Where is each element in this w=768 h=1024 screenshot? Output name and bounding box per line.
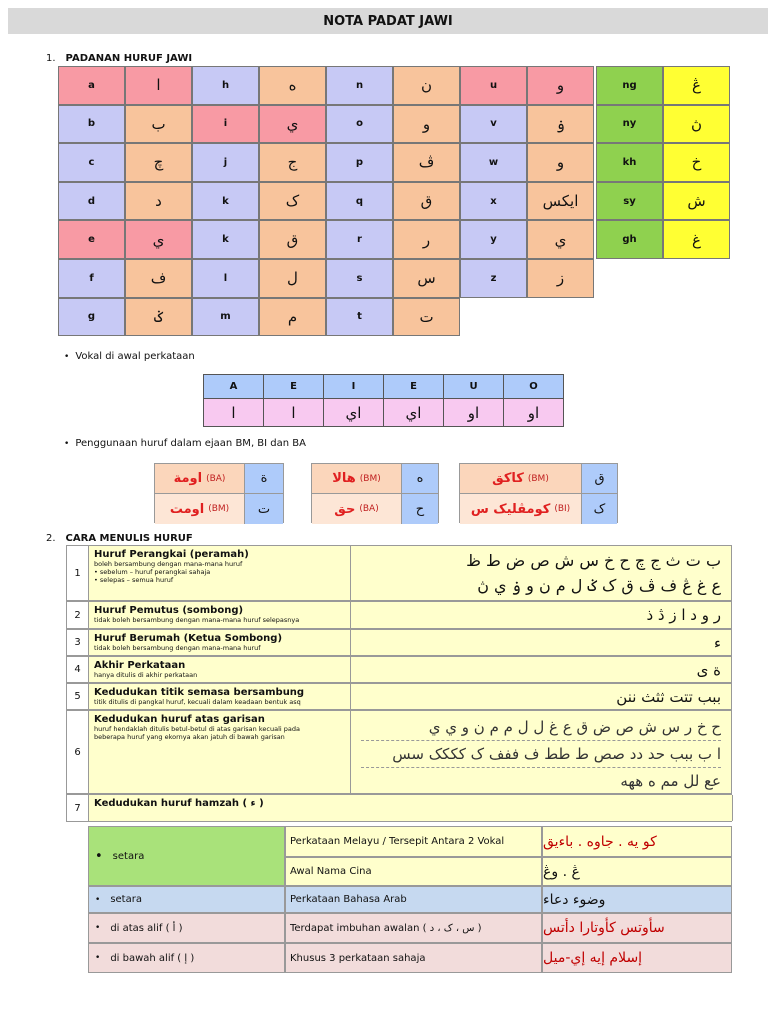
usage-letter-cell: ک <box>582 494 617 524</box>
grid-jawi-cell: ا <box>125 66 192 105</box>
grid-latin-cell: r <box>326 220 393 259</box>
usage-word-cell <box>460 464 582 494</box>
grid-latin-cell: c <box>58 143 125 182</box>
vowel-jawi-cell: او <box>504 399 564 427</box>
grid-latin-cell: o <box>326 105 393 144</box>
vowel-latin-cell: U <box>444 375 504 399</box>
grid-jawi-cell: ز <box>527 259 594 298</box>
grid-latin-cell: y <box>460 220 527 259</box>
hamza-position: setara <box>110 894 142 905</box>
grid-latin-cell: q <box>326 182 393 221</box>
grid-jawi-cell: ي <box>259 105 326 144</box>
usage-box <box>459 463 618 523</box>
grid-latin-cell: ny <box>596 105 663 144</box>
vowel-jawi-cell: ا <box>204 399 264 427</box>
grid-jawi-cell: ب <box>125 105 192 144</box>
row-title: Huruf Pemutus (sombong) <box>94 605 244 616</box>
row-subtitle: titik ditulis di pangkal huruf, kecuali dalam keadaan bentuk asq <box>94 698 301 706</box>
page-title: NOTA PADAT JAWI <box>8 8 768 34</box>
bullet-dot: • <box>95 923 101 933</box>
grid-jawi-cell: د <box>125 182 192 221</box>
bullet-dot: • <box>95 894 101 905</box>
usage-box <box>311 463 439 523</box>
row-letters <box>351 546 731 600</box>
hamza-example-cell: ڠ . وڠ <box>542 857 732 886</box>
grid-jawi-cell: ۏ <box>527 105 594 144</box>
grid-jawi-cell: ايکس <box>527 182 594 221</box>
writing-row <box>66 794 732 822</box>
writing-row <box>66 656 732 683</box>
grid-latin-cell: v <box>460 105 527 144</box>
row-title: Kedudukan huruf hamzah ( ء ) <box>94 798 264 809</box>
vowel-latin-cell: E <box>384 375 444 399</box>
vowel-latin-cell: O <box>504 375 564 399</box>
grid-latin-cell: g <box>58 298 125 337</box>
row-letters <box>351 711 731 793</box>
grid-jawi-cell: ک <box>259 182 326 221</box>
row-number: 2 <box>67 602 89 628</box>
section1-heading <box>46 53 192 64</box>
usage-word-cell <box>312 494 402 524</box>
usage-lang-tag: (BM) <box>208 504 230 514</box>
grid-jawi-cell: خ <box>663 143 730 182</box>
grid-jawi-cell: ت <box>393 298 460 337</box>
letters-line: ب ت ث ج چ ح خ س ش ص ض ط ظ <box>466 551 721 570</box>
grid-jawi-cell: و <box>527 143 594 182</box>
vowel-latin-cell: E <box>264 375 324 399</box>
grid-jawi-cell: ق <box>259 220 326 259</box>
grid-latin-cell: n <box>326 66 393 105</box>
grid-jawi-cell: ف <box>125 259 192 298</box>
row-title: Kedudukan titik semasa bersambung <box>94 687 305 698</box>
vowel-table <box>203 374 564 427</box>
grid-latin-cell: a <box>58 66 125 105</box>
hamza-example-cell: إسلام إيه إي-ميل <box>542 943 732 973</box>
section2-heading <box>46 533 193 544</box>
writing-row <box>66 683 732 710</box>
vowel-note: • Vokal di awal perkataan <box>64 351 195 362</box>
grid-jawi-cell: ڽ <box>663 105 730 144</box>
row-subtitle: beberapa huruf yang ekornya akan jatuh di bawah garisan <box>94 733 285 741</box>
letters-line: عع لل مم ه ههه <box>361 768 721 793</box>
grid-jawi-cell: ق <box>393 182 460 221</box>
grid-latin-cell: w <box>460 143 527 182</box>
grid-latin-cell: sy <box>596 182 663 221</box>
hamza-position-cell <box>88 886 285 913</box>
writing-row <box>66 601 732 629</box>
row-subtitle: tidak boleh bersambung dengan mana-mana huruf <box>94 644 261 652</box>
row-letters <box>351 602 731 628</box>
row-title: Huruf Berumah (Ketua Sombong) <box>94 633 283 644</box>
row-letters <box>351 657 731 682</box>
usage-word: اومة <box>173 471 203 486</box>
writing-row <box>66 545 732 601</box>
row-title: Huruf Perangkai (peramah) <box>94 549 249 560</box>
usage-lang-tag: (BA) <box>359 504 379 514</box>
grid-latin-cell: b <box>58 105 125 144</box>
grid-jawi-cell: ن <box>393 66 460 105</box>
row-number: 4 <box>67 657 89 682</box>
usage-lang-tag: (BM) <box>359 473 381 484</box>
usage-word-cell <box>312 464 402 494</box>
hamza-position: di bawah alif ( إ ) <box>110 952 195 964</box>
usage-word-cell <box>155 494 245 524</box>
row-subtitle: • sebelum – huruf perangkai sahaja <box>94 568 211 576</box>
grid-latin-cell: k <box>192 182 259 221</box>
grid-latin-cell: kh <box>596 143 663 182</box>
grid-latin-cell: k <box>192 220 259 259</box>
grid-latin-cell: x <box>460 182 527 221</box>
section-number: 2. <box>46 533 56 544</box>
hamza-desc-cell: Khusus 3 perkataan sahaja <box>285 943 542 973</box>
row-letters <box>351 630 731 655</box>
hamza-desc-cell: Perkataan Melayu / Tersepit Antara 2 Vokal <box>285 826 542 857</box>
row-description <box>89 546 351 600</box>
row-description <box>89 602 351 628</box>
usage-note: • Penggunaan huruf dalam ejaan BM, BI dan BA <box>64 438 306 449</box>
usage-word: حق <box>334 501 356 517</box>
grid-latin-cell: m <box>192 298 259 337</box>
letters-line: ة ى <box>696 660 721 679</box>
usage-word-cell <box>155 464 245 494</box>
usage-letter-cell: ه <box>402 464 438 494</box>
row-subtitle: huruf hendaklah ditulis betul-betul di atas garisan kecuali pada <box>94 725 300 733</box>
letters-line: ببب تتت ثثث ننن <box>616 687 721 706</box>
vowel-latin-cell: A <box>204 375 264 399</box>
grid-jawi-cell: ل <box>259 259 326 298</box>
row-title: Akhir Perkataan <box>94 660 186 671</box>
grid-latin-cell: p <box>326 143 393 182</box>
grid-latin-cell: d <box>58 182 125 221</box>
grid-jawi-cell: ي <box>527 220 594 259</box>
hamza-position: setara <box>112 850 145 862</box>
letters-line: ر و د ا ز ڎ ذ <box>646 606 721 624</box>
grid-latin-cell: t <box>326 298 393 337</box>
row-number: 1 <box>67 546 89 600</box>
grid-latin-cell: j <box>192 143 259 182</box>
grid-jawi-cell: و <box>393 105 460 144</box>
row-subtitle: tidak boleh bersambung dengan mana-mana huruf selepasnya <box>94 616 300 624</box>
grid-latin-cell: e <box>58 220 125 259</box>
grid-latin-cell: i <box>192 105 259 144</box>
writing-row <box>66 629 732 656</box>
grid-jawi-cell: ر <box>393 220 460 259</box>
section-title: PADANAN HURUF JAWI <box>65 53 193 64</box>
section-number: 1. <box>46 53 56 64</box>
vowel-jawi-cell: اي <box>324 399 384 427</box>
grid-jawi-cell: چ <box>125 143 192 182</box>
row-subtitle: boleh bersambung dengan mana-mana huruf <box>94 560 243 568</box>
usage-letter-cell: ح <box>402 494 438 524</box>
hamza-position-cell <box>88 826 285 886</box>
grid-latin-cell: l <box>192 259 259 298</box>
grid-jawi-cell: ج <box>259 143 326 182</box>
grid-jawi-cell: ڤ <box>393 143 460 182</box>
row-number: 7 <box>67 795 89 821</box>
row-description <box>89 630 351 655</box>
hamza-position-cell <box>88 943 285 973</box>
hamza-example-cell: کو يه . جاوه . باءيق <box>542 826 732 857</box>
letters-line: ع غ ڠ ف ڤ ق ک ݢ ل م ن و ۏ ي ڽ <box>477 576 721 595</box>
usage-letter-cell: ق <box>582 464 617 494</box>
grid-latin-cell: ng <box>596 66 663 105</box>
letters-line: ء <box>713 633 721 652</box>
usage-letter-cell: ت <box>245 494 283 524</box>
row-subtitle: • selepas – semua huruf <box>94 576 174 584</box>
grid-jawi-cell: غ <box>663 220 730 259</box>
usage-lang-tag: (BA) <box>206 473 226 484</box>
usage-word: کاکق <box>492 471 524 486</box>
grid-jawi-cell: ش <box>663 182 730 221</box>
hamza-position-cell <box>88 913 285 943</box>
row-letters <box>351 684 731 709</box>
usage-word-cell <box>460 494 582 524</box>
grid-latin-cell: h <box>192 66 259 105</box>
hamza-desc-cell: Perkataan Bahasa Arab <box>285 886 542 913</box>
usage-letter-cell: ة <box>245 464 283 494</box>
writing-row <box>66 710 732 794</box>
grid-latin-cell: gh <box>596 220 663 259</box>
bullet-dot: • <box>95 848 103 864</box>
grid-jawi-cell: ݢ <box>125 298 192 337</box>
grid-jawi-cell: س <box>393 259 460 298</box>
grid-latin-cell: z <box>460 259 527 298</box>
letters-line: ح خ ر س ش ص ض ق ع غ ل ل م م ن و ي ي <box>361 714 721 741</box>
vowel-jawi-cell: او <box>444 399 504 427</box>
usage-word: هالا <box>332 471 356 486</box>
section-title: CARA MENULIS HURUF <box>65 533 193 544</box>
bullet-dot: • <box>95 953 101 963</box>
row-number: 3 <box>67 630 89 655</box>
vowel-jawi-cell: ا <box>264 399 324 427</box>
hamza-desc-cell: Terdapat imbuhan awalan ( س ، ک ، د ) <box>285 913 542 943</box>
grid-jawi-cell: ڠ <box>663 66 730 105</box>
row-number: 6 <box>67 711 89 793</box>
grid-latin-cell: u <box>460 66 527 105</box>
row-subtitle: hanya ditulis di akhir perkataan <box>94 671 198 679</box>
grid-latin-cell: s <box>326 259 393 298</box>
vowel-latin-cell: I <box>324 375 384 399</box>
row-title: Kedudukan huruf atas garisan <box>94 714 265 725</box>
row-description <box>89 657 351 682</box>
usage-lang-tag: (BI) <box>554 504 571 514</box>
hamza-position: di atas alif ( أ ) <box>110 922 183 934</box>
row-number: 5 <box>67 684 89 709</box>
usage-box <box>154 463 284 523</box>
grid-jawi-cell: و <box>527 66 594 105</box>
hamza-example-cell: وضوء دعاء <box>542 886 732 913</box>
vowel-jawi-cell: اي <box>384 399 444 427</box>
letters-line: ا ب ببب حد دد صص ط طط ف ففف ک کککک سس <box>361 741 721 768</box>
grid-jawi-cell: ي <box>125 220 192 259</box>
row-description <box>89 711 351 793</box>
grid-latin-cell: f <box>58 259 125 298</box>
usage-lang-tag: (BM) <box>527 473 549 484</box>
grid-jawi-cell: م <box>259 298 326 337</box>
row-description <box>89 684 351 709</box>
usage-word: اومت <box>169 501 205 517</box>
grid-jawi-cell: ه <box>259 66 326 105</box>
hamza-desc-cell: Awal Nama Cina <box>285 857 542 886</box>
hamza-example-cell: سأوتس کأوتارا دأتس <box>542 913 732 943</box>
usage-word: کومڤليک س <box>470 501 551 517</box>
row-description <box>89 795 733 821</box>
